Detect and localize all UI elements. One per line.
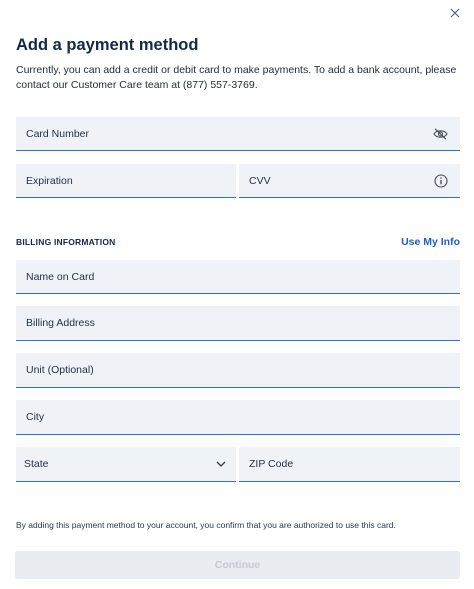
info-icon [434,174,448,188]
continue-button[interactable]: Continue [15,551,460,579]
unit-placeholder: Unit (Optional) [26,364,94,376]
zip-code-placeholder: ZIP Code [249,458,294,470]
expiration-field[interactable] [16,164,236,198]
eye-slash-icon [433,128,448,140]
authorization-notice: By adding this payment method to your account, you confirm that you are authorized to use this card. [16,520,396,530]
state-select[interactable] [16,447,236,482]
name-on-card-field[interactable] [16,260,460,294]
close-icon [450,8,460,18]
modal-subtitle: Currently, you can add a credit or debit card to make payments. To add a bank account, please contact our Customer Care team at (877) 557-3769. [16,64,457,91]
cvv-placeholder: CVV [249,174,271,187]
modal-title: Add a payment method [16,36,199,54]
use-my-info-link[interactable]: Use My Info [401,236,460,248]
city-field[interactable] [16,400,460,435]
cvv-field[interactable] [239,164,460,198]
cvv-info-button[interactable] [434,174,448,188]
state-dropdown-toggle[interactable] [216,461,226,468]
city-placeholder: City [26,411,45,423]
billing-address-field[interactable] [16,306,460,341]
card-number-field[interactable] [16,117,460,151]
billing-information-heading: BILLING INFORMATION [16,237,116,247]
zip-code-field[interactable] [239,447,460,482]
unit-field[interactable] [16,353,460,388]
expiration-placeholder: Expiration [26,174,73,187]
name-on-card-placeholder: Name on Card [26,270,95,283]
toggle-card-visibility-button[interactable] [433,128,448,140]
state-placeholder: State [24,458,49,470]
card-number-placeholder: Card Number [26,127,90,140]
billing-address-placeholder: Billing Address [26,317,95,329]
chevron-down-icon [216,461,226,468]
close-button[interactable] [446,4,464,22]
